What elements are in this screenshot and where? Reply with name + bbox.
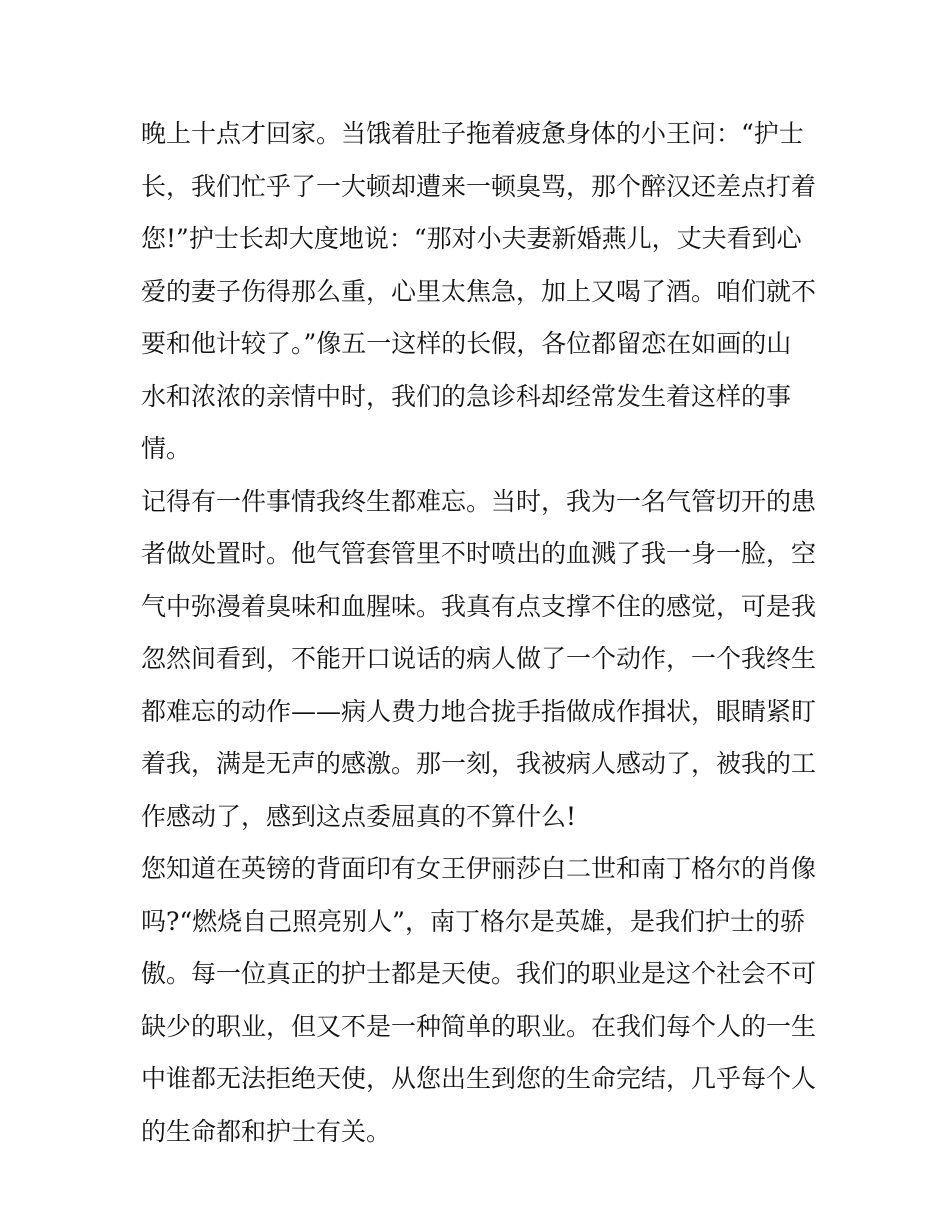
text-line: 中谁都无法拒绝天使，从您出生到您的生命完结，几乎每个人: [141, 1064, 817, 1093]
text-line: 缺少的职业，但又不是一种简单的职业。在我们每个人的一生: [141, 1011, 817, 1041]
paragraph-3: [141, 843, 821, 1158]
text-line: 者做处置时。他气管套管里不时喷出的血溅了我一身一脸，空: [141, 539, 817, 568]
text-line: 吗?“燃烧自己照亮别人”，南丁格尔是英雄，是我们护士的骄: [141, 906, 805, 936]
text-line: 记得有一件事情我终生都难忘。当时，我为一名气管切开的患: [141, 486, 817, 516]
text-line: 的生命都和护士有关。: [141, 1116, 392, 1146]
text-line: 晚上十点才回家。当饿着肚子拖着疲惫身体的小王问：“护士: [141, 119, 804, 148]
text-line: 爱的妻子伤得那么重，心里太焦急，加上又喝了酒。咱们就不: [141, 276, 817, 306]
text-line: 长，我们忙乎了一大顿却遭来一顿臭骂，那个醉汉还差点打着: [141, 171, 817, 201]
text-line: 要和他计较了。”像五一这样的长假，各位都留恋在如画的山: [141, 329, 792, 358]
text-line: 水和浓浓的亲情中时，我们的急诊科却经常发生着这样的事: [141, 381, 792, 411]
document-body: [141, 108, 821, 1158]
text-line: 您!”护士长却大度地说：“那对小夫妻新婚燕儿，丈夫看到心: [141, 224, 802, 253]
paragraph-1: [141, 108, 821, 476]
text-line: 傲。每一位真正的护士都是天使。我们的职业是这个社会不可: [141, 959, 817, 988]
text-line: 您知道在英镑的背面印有女王伊丽莎白二世和南丁格尔的肖像: [141, 854, 817, 883]
text-line: 忽然间看到，不能开口说话的病人做了一个动作，一个我终生: [141, 644, 817, 673]
text-line: 气中弥漫着臭味和血腥味。我真有点支撑不住的感觉，可是我: [141, 591, 817, 621]
paragraph-2: [141, 476, 821, 844]
text-line: 着我，满是无声的感激。那一刻，我被病人感动了，被我的工: [141, 749, 817, 778]
text-line: 作感动了，感到这点委屈真的不算什么!: [141, 801, 577, 831]
text-line: 情。: [141, 434, 192, 463]
text-line: 都难忘的动作——病人费力地合拢手指做成作揖状，眼睛紧盯: [141, 696, 817, 726]
